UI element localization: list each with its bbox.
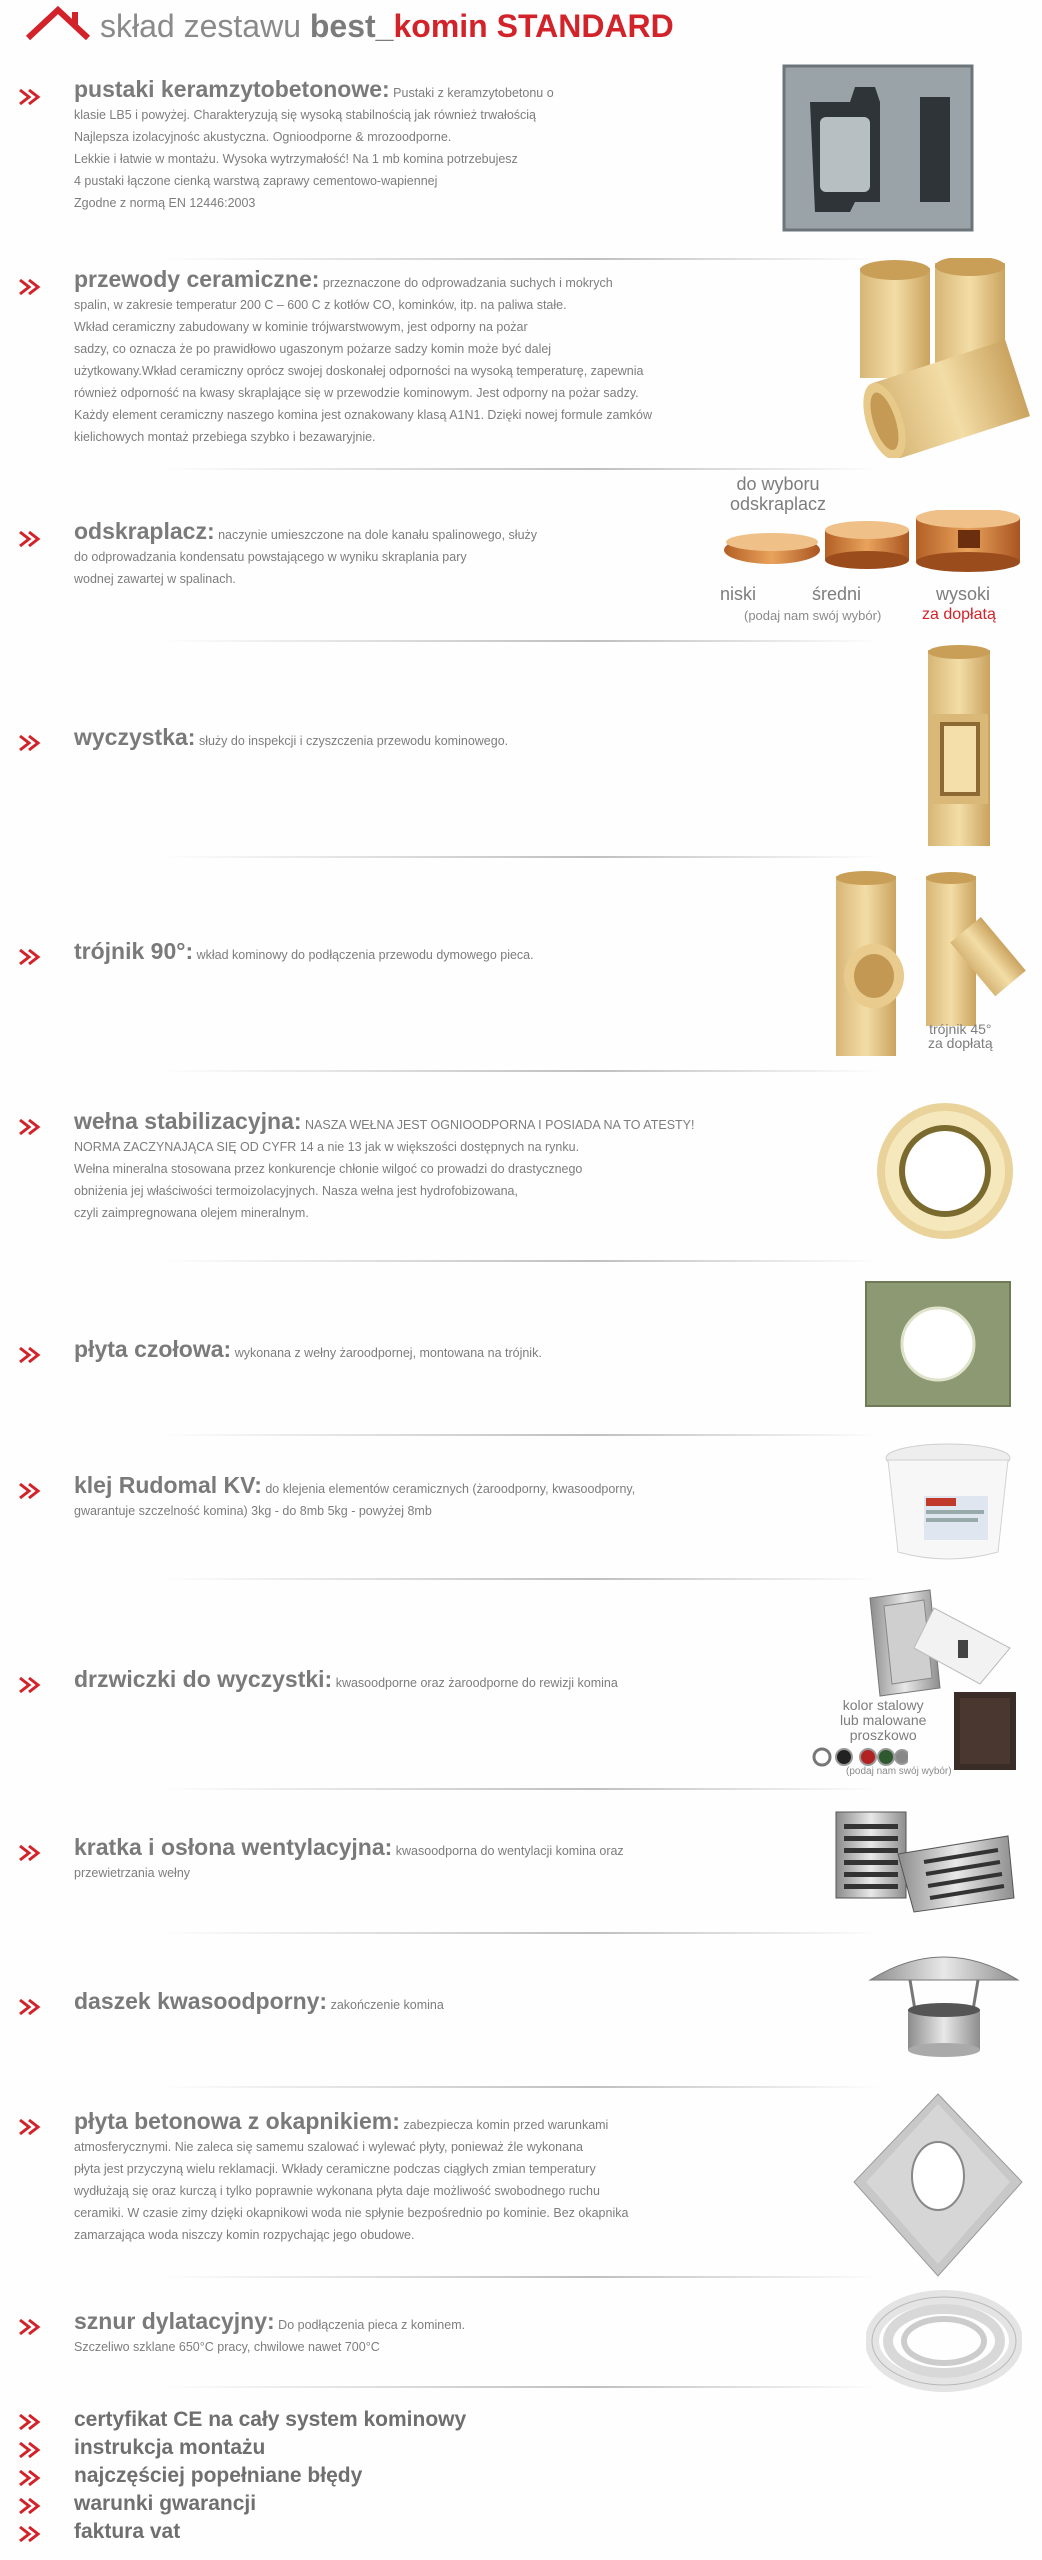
text-line: 4 pustaki łączone cienką warstwą zaprawy cementowo-wapiennej: [74, 174, 438, 188]
text-line: obniżenia jej właściwości termoizolacyjnych. Nasza wełna jest hydrofobizowana,: [74, 1184, 518, 1198]
double-arrow-icon: [18, 2413, 44, 2431]
page-header: [24, 0, 784, 56]
title-bold: best_: [309, 8, 394, 44]
section-text: [74, 1110, 694, 1224]
section-text: [74, 940, 534, 966]
text-line: Wkład ceramiczny zabudowany w kominie trójwarstwowym, jest odporny na pożar: [74, 320, 528, 334]
caption-line: odskraplacz: [730, 494, 827, 514]
text-line: zabezpiecza komin przed warunkami: [403, 2118, 609, 2132]
chimney-cap-image: [864, 1940, 1024, 2060]
double-arrow-icon: [18, 2469, 44, 2487]
text-line: płyta jest przyczyną wielu reklamacji. Wkłady ceramiczne podczas ciągłych zmian temperatury: [74, 2162, 596, 2176]
caption-line: trójnik 45°: [929, 1021, 992, 1037]
color-swatches: [808, 1746, 908, 1768]
section-text: [74, 78, 554, 214]
door-caption: [840, 1698, 926, 1743]
section-text: [74, 1836, 624, 1884]
text-line: użytkowany.Wkład ceramiczny oprócz swojej doskonałej odporności na wysoką temperaturę, zapewnia: [74, 364, 644, 378]
caption-line: za dopłatą: [928, 1035, 993, 1051]
section-text: [74, 1668, 618, 1694]
text-line: kielichowych montaż przebiega szybko i bezawaryjnie.: [74, 430, 376, 444]
text-line: również odporność na kwasy skraplające się w przewodzie kominowym. Jest odporny na pożar sadzy.: [74, 386, 639, 400]
footer-item-warranty[interactable]: warunki gwarancji: [74, 2492, 257, 2515]
label-high: wysoki: [936, 584, 991, 604]
label-mid: średni: [812, 584, 862, 604]
text-line: zamarzająca woda niszczy komin rozpychając jego obudowe.: [74, 2228, 415, 2242]
double-arrow-icon: [18, 278, 44, 296]
text-line: przewietrzania wełny: [74, 1866, 191, 1880]
section-title: wyczystka:: [74, 724, 196, 750]
section-title: kratka i osłona wentylacyjna:: [74, 1834, 393, 1860]
double-arrow-icon: [18, 1676, 44, 1694]
text-line: NORMA ZACZYNAJĄCA SIĘ OD CYFR 14 a nie 13 jak w większości dostępnych na rynku.: [74, 1140, 580, 1154]
text-line: czyli zaimpregnowana olejem mineralnym.: [74, 1206, 309, 1220]
text-line: Każdy element ceramiczny naszego komina jest oznakowany klasą A1N1. Dzięki nowej formule zamków: [74, 408, 653, 422]
text-line: sadzy, co oznacza że po prawidłowo ugaszonym pożarze sadzy komin może być dalej: [74, 342, 552, 356]
section-title: odskraplacz:: [74, 518, 215, 544]
divider: [160, 2386, 880, 2388]
text-line: służy do inspekcji i czyszczenia przewodu kominowego.: [198, 734, 509, 748]
text-line: Lekkie i łatwie w montażu. Wysoka wytrzymałość! Na 1 mb komina potrzebujesz: [74, 152, 518, 166]
divider: [160, 468, 880, 470]
page-title: [100, 8, 674, 45]
text-line: Wełna mineralna stosowana przez konkurencje chłonie wilgoć co prowadzi do drastycznego: [74, 1162, 583, 1176]
footer-item-manual[interactable]: instrukcja montażu: [74, 2436, 266, 2459]
glue-bucket-image: [878, 1440, 1018, 1568]
footer-item-certificate[interactable]: certyfikat CE na cały system kominowy: [74, 2408, 467, 2431]
section-title: płyta czołowa:: [74, 1336, 232, 1362]
text-line: gwarantuje szczelność komina) 3kg - do 8mb 5kg - powyżej 8mb: [74, 1504, 432, 1518]
section-text: [74, 2110, 628, 2246]
section-text: [74, 2310, 465, 2358]
title-prefix: skład zestawu: [100, 8, 301, 44]
section-title: przewody ceramiczne:: [74, 266, 320, 292]
painted-door-image: [950, 1688, 1020, 1774]
section-title: drzwiczki do wyczystki:: [74, 1666, 333, 1692]
divider: [160, 2086, 880, 2088]
double-arrow-icon: [18, 1844, 44, 1862]
text-line: do odprowadzania kondensatu powstającego w wyniku skraplania pary: [74, 550, 467, 564]
section-title: sznur dylatacyjny:: [74, 2308, 275, 2334]
double-arrow-icon: [18, 734, 44, 752]
cleanout-door-image: [840, 1588, 1020, 1698]
tee45-caption: [928, 1022, 993, 1050]
door-note: (podaj nam swój wybór): [846, 1766, 952, 1777]
text-line: Najlepsza izolacyjnośc akustyczna. Ognioodporne & mrozoodporne.: [74, 130, 452, 144]
caption-line: lub malowane: [840, 1712, 927, 1728]
footer-item-invoice[interactable]: faktura vat: [74, 2520, 181, 2543]
section-title: wełna stabilizacyjna:: [74, 1108, 302, 1134]
divider: [160, 1070, 880, 1072]
text-line: Zgodne z normą EN 12446:2003: [74, 196, 256, 210]
section-text: [74, 268, 652, 448]
double-arrow-icon: [18, 1346, 44, 1364]
label-low: niski: [720, 584, 757, 604]
vent-grille-image: [828, 1806, 1018, 1916]
double-arrow-icon: [18, 530, 44, 548]
block-image: [780, 62, 976, 234]
ceramic-pipes-image: [840, 258, 1030, 458]
divider: [160, 640, 880, 642]
double-arrow-icon: [18, 1482, 44, 1500]
double-arrow-icon: [18, 1998, 44, 2016]
roof-logo-icon: [24, 4, 94, 44]
section-title: trójnik 90°:: [74, 938, 194, 964]
text-line: klasie LB5 i powyżej. Charakteryzują się wysoką stabilnością jak również trwałością: [74, 108, 536, 122]
section-title: pustaki keramzytobetonowe:: [74, 76, 390, 102]
text-line: Do podłączenia pieca z kominem.: [278, 2318, 466, 2332]
text-line: przeznaczone do odprowadzania suchych i mokrych: [322, 276, 613, 290]
text-line: wodnej zawartej w spalinach.: [74, 572, 236, 586]
section-title: płyta betonowa z okapnikiem:: [74, 2108, 400, 2134]
text-line: zakończenie komina: [330, 1998, 444, 2012]
text-line: wkład kominowy do podłączenia przewodu dymowego pieca.: [196, 948, 534, 962]
text-line: naczynie umieszczone na dole kanału spalinowego, służy: [218, 528, 538, 542]
note-choice: (podaj nam swój wybór): [744, 608, 882, 623]
double-arrow-icon: [18, 2318, 44, 2336]
section-text: [74, 726, 508, 752]
text-line: wydłużają się oraz kurczą i tylko poprawnie wykonana płyta daje możliwość swobodnego ruchu: [74, 2184, 600, 2198]
section-title: klej Rudomal KV:: [74, 1472, 262, 1498]
divider: [160, 1788, 880, 1790]
divider: [160, 1578, 880, 1580]
choice-caption: [730, 474, 826, 514]
double-arrow-icon: [18, 1118, 44, 1136]
text-line: spalin, w zakresie temperatur 200 C – 600 C z kotłów CO, kominków, itp. na paliwa stałe.: [74, 298, 567, 312]
text-line: kwasoodporne oraz żaroodporne do rewizji komina: [335, 1676, 618, 1690]
section-text: [74, 1474, 635, 1522]
caption-line: kolor stalowy: [842, 1697, 924, 1713]
double-arrow-icon: [18, 2118, 44, 2136]
divider: [160, 1434, 880, 1436]
note-extra: za dopłatą: [922, 606, 996, 623]
concrete-plate-image: [850, 2090, 1026, 2280]
text-line: wykonana z wełny żaroodpornej, montowana na trójnik.: [234, 1346, 542, 1360]
text-line: Szczeliwo szklane 650°C pracy, chwilowe nawet 700°C: [74, 2340, 380, 2354]
section-text: [74, 1990, 444, 2016]
footer-item-mistakes[interactable]: najczęściej popełniane błędy: [74, 2464, 363, 2487]
text-line: kwasoodporna do wentylacji komina oraz: [395, 1844, 624, 1858]
wool-ring-image: [870, 1096, 1020, 1246]
divider: [160, 1932, 880, 1934]
double-arrow-icon: [18, 88, 44, 106]
text-line: atmosferycznymi. Nie zaleca się samemu szalować i wylewać płyty, ponieważ źle wykonana: [74, 2140, 583, 2154]
tee-fitting-image: [826, 866, 1026, 1066]
double-arrow-icon: [18, 2525, 44, 2543]
double-arrow-icon: [18, 2497, 44, 2515]
divider: [160, 1260, 880, 1262]
caption-line: do wyboru: [736, 474, 820, 494]
section-text: [74, 1338, 542, 1364]
rope-coil-image: [866, 2286, 1022, 2396]
divider: [160, 856, 880, 858]
section-text: [74, 520, 537, 590]
text-line: ceramiki. W czasie zimy dzięki okapnikowi woda nie spłynie bezpośrednio po kominie. Bez okapnika: [74, 2206, 629, 2220]
front-plate-image: [864, 1280, 1012, 1408]
divider: [160, 2276, 880, 2278]
section-title: daszek kwasoodporny:: [74, 1988, 328, 2014]
condensate-traps-image: [720, 510, 1026, 580]
text-line: Pustaki z keramzytobetonu o: [393, 86, 554, 100]
double-arrow-icon: [18, 2441, 44, 2459]
text-line: NASZA WEŁNA JEST OGNIOODPORNA I POSIADA NA TO ATESTY!: [305, 1118, 695, 1132]
cleanout-image: [918, 644, 1000, 854]
double-arrow-icon: [18, 948, 44, 966]
title-brand: komin STANDARD: [393, 8, 674, 44]
caption-line: proszkowo: [849, 1727, 917, 1743]
text-line: do klejenia elementów ceramicznych (żaroodporny, kwasoodporny,: [265, 1482, 636, 1496]
divider: [160, 258, 880, 260]
